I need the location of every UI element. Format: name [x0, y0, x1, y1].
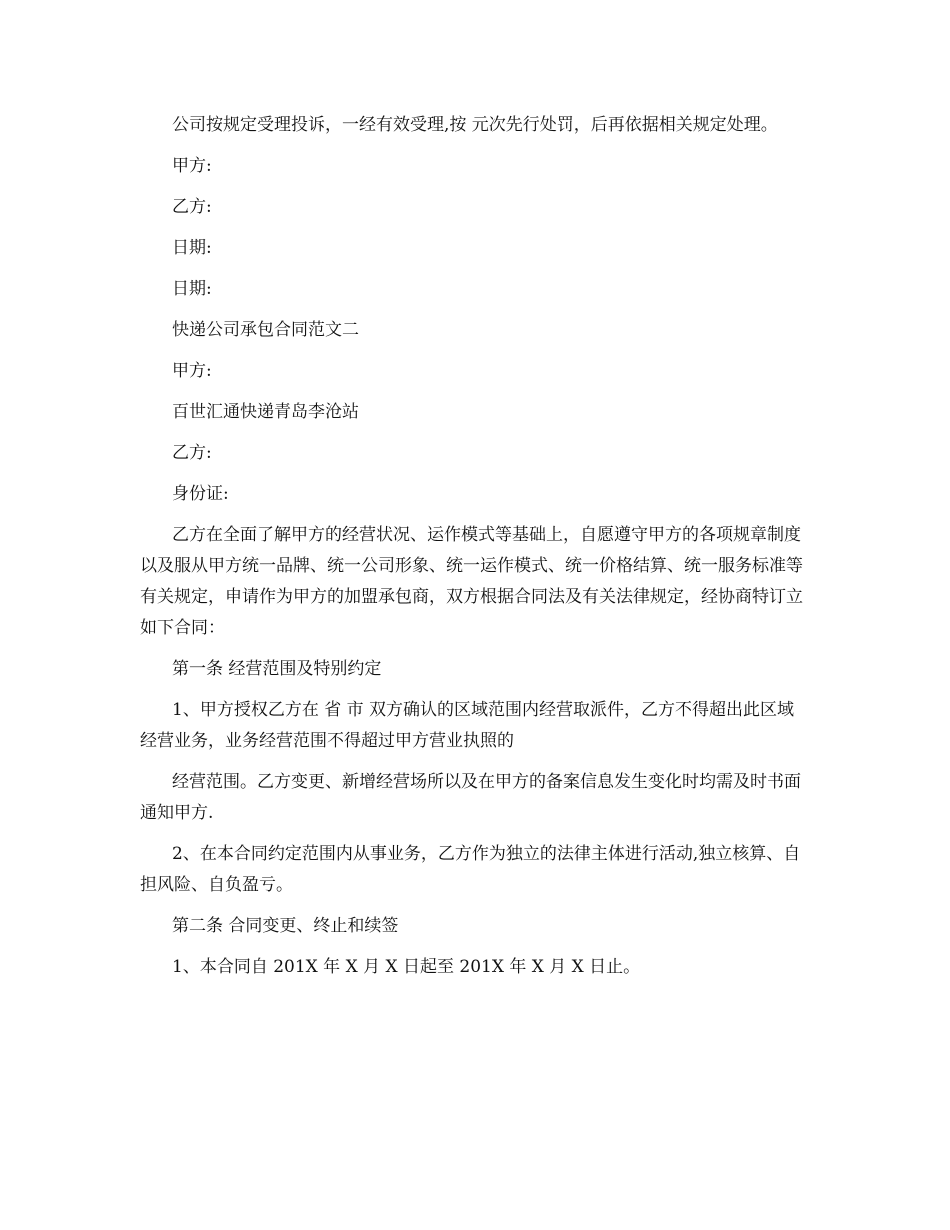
party-a-label: 甲方:: [172, 156, 212, 176]
paragraph-clause: 2、在本合同约定范围内从事业务，乙方作为独立的法律主体进行活动,独立核算、自担风险、自负盈亏。: [140, 844, 801, 895]
party-b-label: 乙方:: [172, 197, 212, 217]
party-a-name: 百世汇通快递青岛李沧站: [172, 402, 359, 422]
party-a-label: 甲方:: [172, 361, 212, 381]
article-heading: 第一条 经营范围及特别约定: [172, 659, 382, 679]
paragraph-preamble: 乙方在全面了解甲方的经营状况、运作模式等基础上，自愿遵守甲方的各项规章制度以及服从甲方统一品牌、统一公司形象、统一运作模式、统一价格结算、统一服务标准等有关规定，申请作为甲方的加盟承包商，双方根据合同法及有关法律规定，经协商特订立如下合同：: [140, 525, 803, 638]
section-title: 快递公司承包合同范文二: [172, 320, 359, 340]
date-label: 日期:: [172, 279, 212, 299]
date-label: 日期:: [172, 238, 212, 258]
paragraph-clause: 1、甲方授权乙方在 省 市 双方确认的区域范围内经营取派件，乙方不得超出此区域经营业务，业务经营范围不得超过甲方营业执照的: [140, 700, 795, 751]
paragraph-clause: 1、本合同自 201X 年 X 月 X 日起至 201X 年 X 月 X 日止。: [172, 957, 641, 977]
id-card-label: 身份证:: [172, 484, 229, 504]
paragraph-complaint-clause: 公司按规定受理投诉，一经有效受理,按 元次先行处罚，后再依据相关规定处理。: [172, 115, 778, 135]
paragraph-clause: 经营范围。乙方变更、新增经营场所以及在甲方的备案信息发生变化时均需及时书面通知甲方.: [140, 772, 801, 823]
document-body: [140, 110, 810, 993]
article-heading: 第二条 合同变更、终止和续签: [172, 916, 399, 936]
party-b-label: 乙方:: [172, 443, 212, 463]
